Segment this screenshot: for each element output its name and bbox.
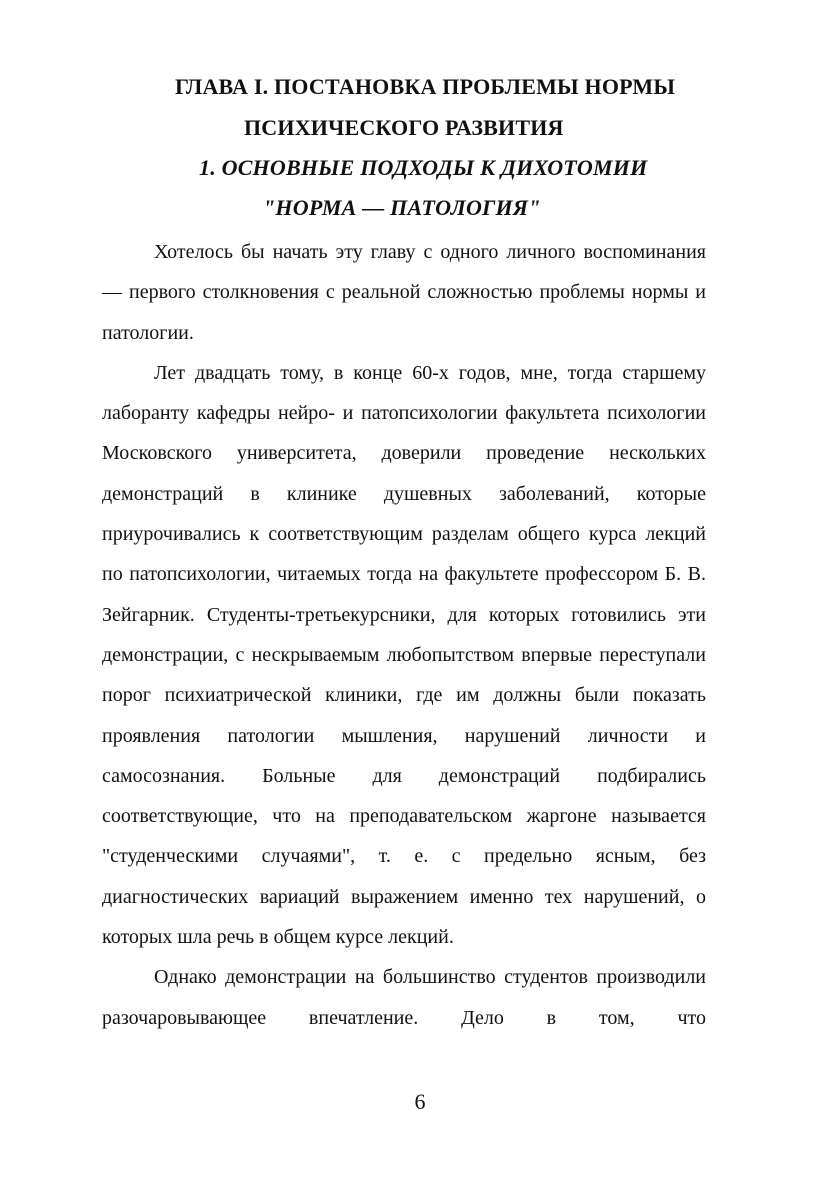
paragraph-1: Хотелось бы начать эту главу с одного личного воспоминания — первого столкновения с реальной сложностью проблемы нормы и патологии. <box>102 241 706 344</box>
page-number: 6 <box>414 1089 426 1114</box>
section-title-line-2: "НОРМА — ПАТОЛОГИЯ" <box>263 195 541 220</box>
chapter-title-line-2: ПСИХИЧЕСКОГО РАЗВИТИЯ <box>244 115 564 140</box>
section-title-line-1: 1. ОСНОВНЫЕ ПОДХОДЫ К ДИХОТОМИИ <box>199 155 648 180</box>
chapter-title-line-1: ГЛАВА I. ПОСТАНОВКА ПРОБЛЕМЫ НОРМЫ <box>175 74 676 99</box>
body-text <box>102 232 706 1038</box>
paragraph-2: Лет двадцать тому, в конце 60-х годов, мне, тогда старшему лаборанту кафедры нейро- и патопсихологии факультета психологии Московского университета, доверили проведение нескольких демонстраций в клинике душевных заболеваний, которые приурочивались к соответствующим разделам общего курса лекций по патопсихологии, читаемых тогда на факультете профессором Б. В. Зейгарник. Студенты-третьекурсники, для которых готовились эти демонстрации, с нескрываемым любопытством впервые переступали порог психиатрической клиники, где им должны были показать проявления патологии мышления, нарушений личности и самосознания. Больные для демонстраций подбирались соответствующие, что на преподавательском жаргоне называется "студенческими случаями", т. е. с предельно ясным, без диагностических вариаций выражением именно тех нарушений, о которых шла речь в общем курсе лекций. <box>102 361 706 949</box>
paragraph-3: Однако демонстрации на большинство студентов производили разочаровывающее впечатление. Дело в том, что <box>102 966 706 1029</box>
